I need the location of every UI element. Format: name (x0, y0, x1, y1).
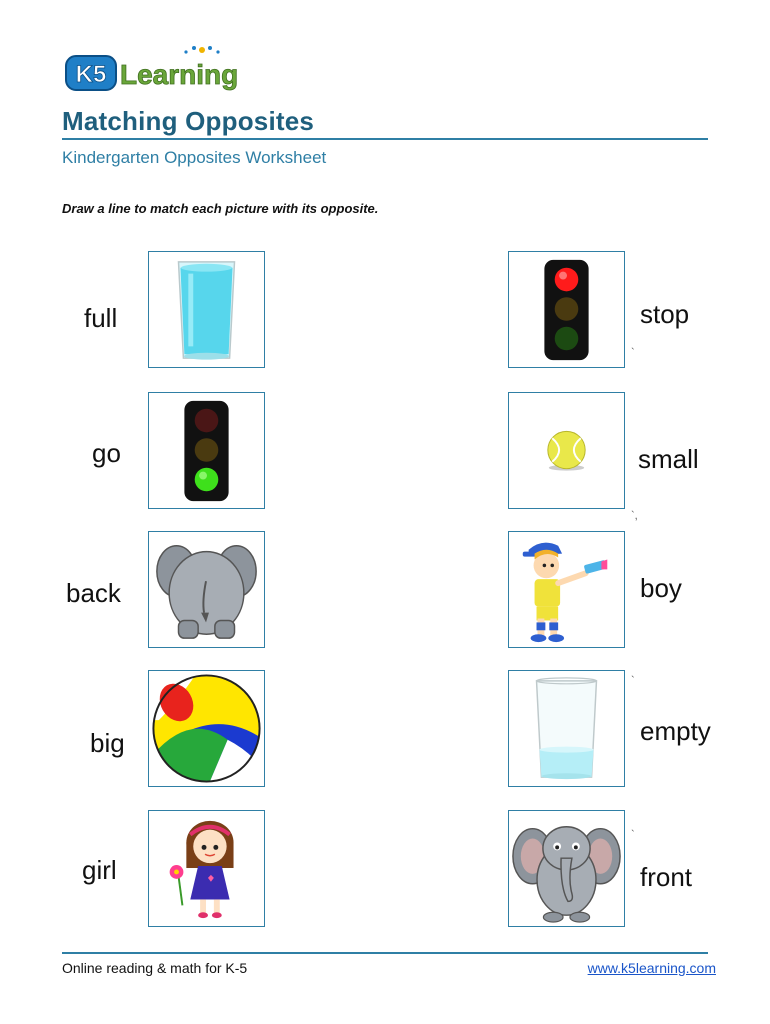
left-word-5: girl (82, 855, 117, 885)
elephant-back-icon[interactable] (148, 531, 265, 648)
tennis-ball-icon[interactable] (508, 392, 625, 509)
right-word-2: small (638, 444, 699, 474)
red-traffic-light-icon[interactable] (508, 251, 625, 368)
right-word-4: empty (640, 716, 711, 746)
svg-text:Learning: Learning (120, 59, 239, 90)
svg-text:K5: K5 (75, 61, 107, 88)
page-subtitle: Kindergarten Opposites Worksheet (62, 148, 327, 167)
right-word-1: stop (640, 299, 690, 329)
girl-icon[interactable] (148, 810, 265, 927)
beach-ball-icon[interactable] (148, 670, 265, 787)
right-word-3: boy (640, 573, 682, 603)
left-word-4: big (90, 728, 125, 758)
boy-icon[interactable] (508, 531, 625, 648)
right-word-5: front (640, 862, 693, 892)
stray-mark: `, (631, 510, 638, 522)
left-word-2: go (92, 438, 121, 468)
elephant-front-icon[interactable] (508, 810, 625, 927)
title-divider (62, 138, 708, 140)
stray-mark: ` (631, 829, 635, 841)
stray-mark: ` (631, 347, 635, 359)
footer-tagline: Online reading & math for K-5 (62, 960, 248, 976)
full-glass-icon[interactable] (148, 251, 265, 368)
page-title: Matching Opposites (62, 106, 315, 136)
k5-learning-logo (62, 40, 252, 96)
footer-divider (62, 952, 708, 954)
green-traffic-light-icon[interactable] (148, 392, 265, 509)
left-word-1: full (84, 303, 118, 333)
stray-mark: ` (631, 675, 635, 687)
instructions: Draw a line to match each picture with its opposite. (62, 201, 379, 216)
footer-website-link[interactable]: www.k5learning.com (587, 960, 716, 976)
empty-glass-icon[interactable] (508, 670, 625, 787)
left-word-3: back (66, 578, 121, 608)
